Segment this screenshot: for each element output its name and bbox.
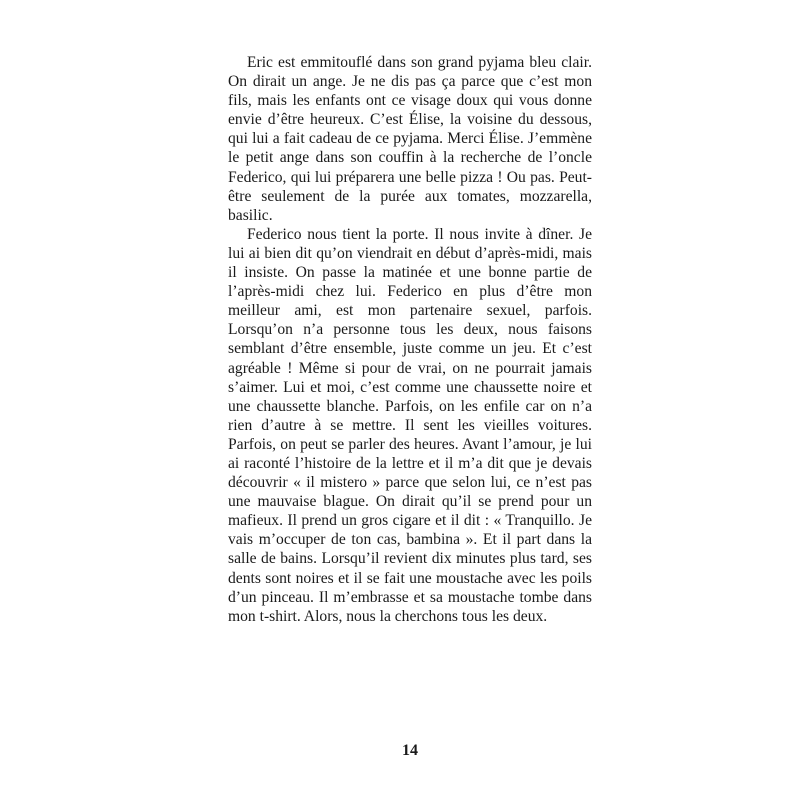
paragraph-1: Eric est emmitouflé dans son grand pyjama bleu clair. On dirait un ange. Je ne dis pas ça parce que c’est mon fils, mais les enfants ont ce visage doux qui vous donne envie d’être heureux. C’est Élise, la voisine du dessous, qui lui a fait cadeau de ce pyjama. Merci Élise. J’emmène le petit ange dans son couffin à la recherche de l’oncle Federico, qui lui préparera une belle pizza ! Ou pas. Peut-être seulement de la purée aux tomates, mozzarella, basilic. <box>228 54 592 224</box>
paragraph-2: Federico nous tient la porte. Il nous invite à dîner. Je lui ai bien dit qu’on viendrait en début d’après-midi, mais il insiste. On passe la matinée et une bonne partie de l’après-midi chez lui. Federico en plus d’être mon meilleur ami, est mon partenaire sexuel, parfois. Lorsqu’on n’a personne tous les deux, nous faisons semblant d’être ensemble, juste comme un jeu. Et c’est agréable ! Même si pour de vrai, on ne pourrait jamais s’aimer. Lui et moi, c’est comme une chaussette noire et une chaussette blanche. Parfois, on les enfile car on n’a rien d’autre à se mettre. Il sent les vieilles voitures. Parfois, on peut se parler des heures. Avant l’amour, je lui ai raconté l’histoire de la lettre et il m’a dit que je devais découvrir « il mistero » parce que selon lui, ce n’est pas une mauvaise blague. On dirait qu’il se prend pour un mafieux. Il prend un gros cigare et il dit : « Tranquillo. Je vais m’occuper de ton cas, bambina ». Et il part dans la salle de bains. Lorsqu’il revient dix minutes plus tard, ses dents sont noires et il se fait une moustache avec les poils d’un pinceau. Il m’embrasse et sa moustache tombe dans mon t-shirt. Alors, nous la cherchons tous les deux. <box>228 225 592 625</box>
page-number: 14 <box>402 742 418 759</box>
body-text <box>228 53 592 626</box>
